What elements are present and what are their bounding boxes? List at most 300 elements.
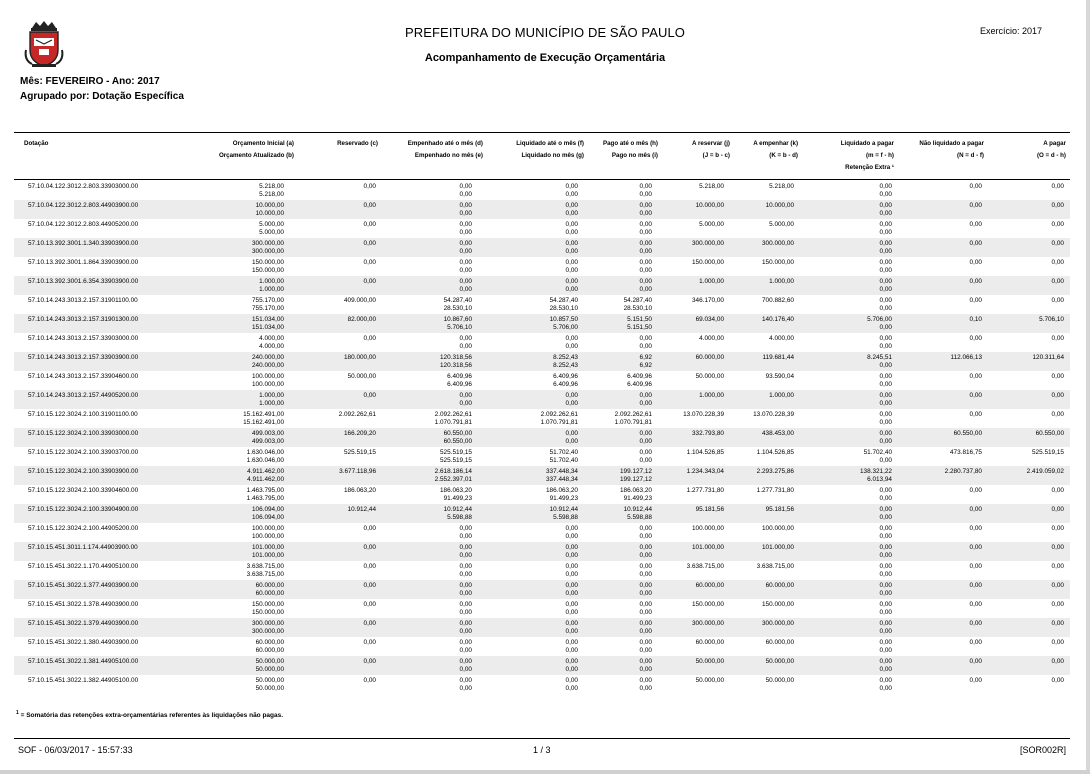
table-row bbox=[14, 257, 1070, 276]
cell-pago-line2: 199.127,12 bbox=[620, 475, 652, 483]
cell-liquidado-line2: 0,00 bbox=[565, 684, 578, 692]
table-row bbox=[14, 675, 1070, 694]
cell-liquidado-line2: 51.702,40 bbox=[549, 456, 578, 464]
cell-empenhado bbox=[460, 183, 472, 198]
cell-orcamento-line1: 15.162.491,00 bbox=[243, 411, 284, 418]
cell-empenhado-line2: 5.598,88 bbox=[447, 513, 472, 521]
cell-dotacao: 57.10.15.451.3022.1.382.44905100.00 bbox=[28, 677, 139, 684]
cell-reservado: 0,00 bbox=[363, 259, 376, 266]
cell-liquidado-a-pagar-line1: 0,00 bbox=[879, 411, 892, 418]
cell-a-empenhar: 119.681,44 bbox=[762, 354, 794, 361]
cell-liquidado-a-pagar-line2: 0,00 bbox=[879, 684, 892, 692]
cell-liquidado bbox=[566, 430, 578, 445]
cell-pago-line1: 0,00 bbox=[639, 183, 652, 190]
cell-liquidado-a-pagar-line2: 0,00 bbox=[879, 342, 892, 350]
cell-liquidado-a-pagar-line2: 6.013,94 bbox=[867, 475, 892, 483]
cell-a-reservar: 5.000,00 bbox=[699, 221, 724, 228]
cell-orcamento-line1: 151.034,00 bbox=[252, 316, 284, 323]
cell-liquidado-line2: 0,00 bbox=[565, 608, 578, 616]
cell-liquidado-a-pagar-line1: 138.321,22 bbox=[860, 468, 892, 475]
table-row bbox=[14, 314, 1070, 333]
cell-pago bbox=[640, 677, 652, 692]
cell-empenhado-line2: 525.519,15 bbox=[440, 456, 472, 464]
cell-orcamento-line2: 150.000,00 bbox=[252, 608, 284, 616]
cell-pago-line1: 0,00 bbox=[639, 677, 652, 684]
cell-orcamento bbox=[252, 297, 284, 312]
cell-reservado: 0,00 bbox=[363, 563, 376, 570]
cell-dotacao: 57.10.14.243.3013.2.157.33903900.00 bbox=[28, 354, 139, 361]
cell-pago-line1: 10.912,44 bbox=[623, 506, 652, 513]
cell-liquidado-line1: 0,00 bbox=[565, 278, 578, 285]
cell-empenhado-line2: 60.550,00 bbox=[443, 437, 472, 445]
cell-a-pagar: 0,00 bbox=[1051, 221, 1064, 228]
cell-empenhado-line2: 0,00 bbox=[459, 551, 472, 559]
cell-liquidado-a-pagar bbox=[880, 297, 892, 312]
cell-liquidado-a-pagar-line1: 8.245,51 bbox=[867, 354, 892, 361]
cell-a-pagar: 0,00 bbox=[1051, 525, 1064, 532]
cell-orcamento bbox=[256, 639, 284, 654]
cell-a-empenhar: 10.000,00 bbox=[765, 202, 794, 209]
cell-liquidado-a-pagar-line2: 0,00 bbox=[879, 589, 892, 597]
cell-pago-line2: 91.499,23 bbox=[623, 494, 652, 502]
col-pago-mes: Pago no mês (i) bbox=[611, 152, 658, 159]
cell-liquidado-a-pagar-line1: 0,00 bbox=[879, 202, 892, 209]
cell-pago-line2: 0,00 bbox=[639, 646, 652, 654]
cell-liquidado-line2: 1.070.791,81 bbox=[540, 418, 578, 426]
cell-a-empenhar: 140.176,40 bbox=[762, 316, 794, 323]
cell-liquidado-a-pagar-line2: 0,00 bbox=[879, 323, 892, 331]
cell-empenhado bbox=[460, 620, 472, 635]
cell-pago-line2: 0,00 bbox=[639, 570, 652, 578]
cell-empenhado-line1: 2.618.186,14 bbox=[434, 468, 472, 475]
cell-orcamento bbox=[252, 259, 284, 274]
cell-empenhado-line2: 0,00 bbox=[459, 228, 472, 236]
cell-orcamento-line2: 15.162.491,00 bbox=[243, 418, 284, 426]
cell-liquidado-a-pagar-line2: 0,00 bbox=[879, 513, 892, 521]
cell-reservado: 50.000,00 bbox=[347, 373, 376, 380]
cell-pago-line1: 0,00 bbox=[639, 563, 652, 570]
cell-a-pagar: 0,00 bbox=[1051, 563, 1064, 570]
cell-liquidado-line2: 0,00 bbox=[565, 589, 578, 597]
cell-liquidado-line1: 0,00 bbox=[565, 639, 578, 646]
cell-dotacao: 57.10.13.392.3001.1.864.33903900.00 bbox=[28, 259, 139, 266]
cell-pago bbox=[624, 297, 652, 312]
cell-pago-line2: 0,00 bbox=[639, 228, 652, 236]
table-row bbox=[14, 561, 1070, 580]
cell-pago bbox=[620, 468, 652, 483]
col-a-reservar: A reservar (j) bbox=[692, 140, 730, 147]
cell-liquidado-line2: 0,00 bbox=[565, 209, 578, 217]
cell-orcamento bbox=[252, 373, 284, 388]
cell-liquidado-line1: 0,00 bbox=[565, 259, 578, 266]
cell-a-empenhar: 300.000,00 bbox=[762, 240, 794, 247]
table-row bbox=[14, 276, 1070, 295]
cell-pago-line1: 2.092.262,61 bbox=[614, 411, 652, 418]
cell-nao-liquidado-a-pagar: 0,00 bbox=[969, 601, 982, 608]
cell-a-reservar: 60.000,00 bbox=[695, 639, 724, 646]
cell-liquidado bbox=[550, 506, 578, 521]
cell-dotacao: 57.10.15.122.3024.2.100.31901100.00 bbox=[28, 411, 138, 418]
cell-empenhado bbox=[460, 563, 472, 578]
cell-reservado: 0,00 bbox=[363, 392, 376, 399]
cell-reservado: 0,00 bbox=[363, 677, 376, 684]
cell-orcamento bbox=[243, 411, 284, 426]
footer-page-number: 1 / 3 bbox=[533, 745, 551, 755]
cell-a-reservar: 13.070.228,39 bbox=[683, 411, 724, 418]
cell-a-empenhar: 93.590,04 bbox=[765, 373, 794, 380]
cell-pago bbox=[620, 487, 652, 502]
cell-empenhado-line1: 10.867,60 bbox=[443, 316, 472, 323]
cell-a-empenhar: 150.000,00 bbox=[762, 601, 794, 608]
cell-reservado: 0,00 bbox=[363, 639, 376, 646]
cell-pago bbox=[640, 525, 652, 540]
cell-orcamento-line1: 101.000,00 bbox=[252, 544, 284, 551]
cell-orcamento-line2: 1.000,00 bbox=[259, 285, 284, 293]
cell-orcamento-line1: 1.000,00 bbox=[259, 278, 284, 285]
cell-pago-line2: 0,00 bbox=[639, 285, 652, 293]
cell-empenhado-line2: 0,00 bbox=[459, 646, 472, 654]
cell-orcamento-line2: 60.000,00 bbox=[255, 589, 284, 597]
cell-pago-line1: 6.409,96 bbox=[627, 373, 652, 380]
col-reservado: Reservado (c) bbox=[337, 140, 378, 147]
cell-a-reservar: 60.000,00 bbox=[695, 354, 724, 361]
cell-dotacao: 57.10.15.122.3024.2.100.33903700.00 bbox=[28, 449, 139, 456]
cell-pago bbox=[615, 411, 652, 426]
cell-liquidado-line1: 0,00 bbox=[565, 392, 578, 399]
cell-empenhado-line2: 0,00 bbox=[459, 342, 472, 350]
cell-liquidado bbox=[566, 525, 578, 540]
cell-liquidado bbox=[566, 582, 578, 597]
cell-empenhado-line2: 0,00 bbox=[459, 285, 472, 293]
col-a-reservar-formula: (J = b - c) bbox=[702, 152, 730, 159]
cell-liquidado-a-pagar-line1: 0,00 bbox=[879, 278, 892, 285]
table-row bbox=[14, 466, 1070, 485]
cell-liquidado-a-pagar bbox=[880, 544, 892, 559]
cell-pago-line2: 0,00 bbox=[639, 247, 652, 255]
cell-orcamento bbox=[247, 449, 284, 464]
cell-pago-line1: 6,92 bbox=[639, 354, 652, 361]
cell-empenhado bbox=[460, 221, 472, 236]
cell-a-reservar: 60.000,00 bbox=[695, 582, 724, 589]
cell-a-pagar: 0,00 bbox=[1051, 582, 1064, 589]
cell-pago bbox=[627, 316, 652, 331]
cell-liquidado-a-pagar-line2: 0,00 bbox=[879, 361, 892, 369]
cell-a-reservar: 50.000,00 bbox=[695, 658, 724, 665]
cell-orcamento-line2: 4.000,00 bbox=[259, 342, 284, 350]
table-row bbox=[14, 618, 1070, 637]
cell-liquidado-line2: 0,00 bbox=[565, 646, 578, 654]
cell-pago-line1: 199.127,12 bbox=[620, 468, 652, 475]
cell-a-empenhar: 300.000,00 bbox=[762, 620, 794, 627]
cell-liquidado-a-pagar-line1: 0,00 bbox=[879, 639, 892, 646]
cell-a-reservar: 50.000,00 bbox=[695, 373, 724, 380]
cell-liquidado bbox=[566, 183, 578, 198]
cell-orcamento-line1: 150.000,00 bbox=[252, 259, 284, 266]
cell-liquidado-a-pagar-line1: 0,00 bbox=[879, 183, 892, 190]
cell-pago-line2: 0,00 bbox=[639, 209, 652, 217]
cell-liquidado-line2: 0,00 bbox=[565, 665, 578, 673]
cell-orcamento-line1: 50.000,00 bbox=[255, 658, 284, 665]
cell-liquidado-a-pagar bbox=[880, 677, 892, 692]
cell-a-empenhar: 2.293.275,86 bbox=[756, 468, 794, 475]
cell-empenhado-line1: 0,00 bbox=[459, 658, 472, 665]
cell-orcamento-line1: 150.000,00 bbox=[252, 601, 284, 608]
cell-orcamento bbox=[259, 392, 284, 407]
cell-pago bbox=[627, 373, 652, 388]
cell-liquidado-a-pagar-line1: 0,00 bbox=[879, 335, 892, 342]
cell-empenhado bbox=[460, 240, 472, 255]
footer-report-code: [SOR002R] bbox=[1019, 745, 1066, 755]
cell-liquidado-a-pagar bbox=[880, 221, 892, 236]
cell-empenhado-line1: 0,00 bbox=[459, 221, 472, 228]
cell-pago-line2: 5.598,88 bbox=[627, 513, 652, 521]
cell-liquidado-a-pagar-line1: 0,00 bbox=[879, 658, 892, 665]
cell-empenhado-line1: 0,00 bbox=[459, 278, 472, 285]
cell-pago-line2: 0,00 bbox=[639, 190, 652, 198]
cell-liquidado-a-pagar-line1: 0,00 bbox=[879, 392, 892, 399]
cell-orcamento-line2: 50.000,00 bbox=[255, 684, 284, 692]
cell-empenhado-line2: 0,00 bbox=[459, 266, 472, 274]
cell-reservado: 0,00 bbox=[363, 582, 376, 589]
cell-orcamento-line2: 240.000,00 bbox=[252, 361, 284, 369]
grouping-label: Agrupado por: Dotação Específica bbox=[20, 91, 184, 102]
cell-nao-liquidado-a-pagar: 0,00 bbox=[969, 297, 982, 304]
cell-empenhado bbox=[460, 335, 472, 350]
cell-a-pagar: 0,00 bbox=[1051, 259, 1064, 266]
cell-liquidado-line1: 2.092.262,61 bbox=[540, 411, 578, 418]
table-row bbox=[14, 485, 1070, 504]
table-header-rule bbox=[14, 179, 1070, 180]
cell-orcamento bbox=[247, 487, 284, 502]
cell-liquidado bbox=[550, 449, 578, 464]
cell-liquidado-line1: 54.287,40 bbox=[549, 297, 578, 304]
cell-liquidado-a-pagar bbox=[880, 639, 892, 654]
cell-empenhado bbox=[440, 487, 472, 502]
cell-empenhado-line2: 0,00 bbox=[459, 190, 472, 198]
cell-dotacao: 57.10.15.451.3022.1.379.44903900.00 bbox=[28, 620, 139, 627]
cell-liquidado-a-pagar-line2: 0,00 bbox=[879, 380, 892, 388]
cell-reservado: 525.519,15 bbox=[344, 449, 376, 456]
cell-empenhado-line1: 2.092.262,61 bbox=[434, 411, 472, 418]
cell-pago-line1: 0,00 bbox=[639, 449, 652, 456]
cell-liquidado-a-pagar-line1: 0,00 bbox=[879, 544, 892, 551]
cell-empenhado bbox=[460, 278, 472, 293]
cell-liquidado-line2: 5.598,88 bbox=[553, 513, 578, 521]
cell-pago bbox=[640, 430, 652, 445]
cell-liquidado-line2: 28.530,10 bbox=[549, 304, 578, 312]
cell-orcamento-line2: 3.638.715,00 bbox=[246, 570, 284, 578]
cell-empenhado bbox=[440, 449, 472, 464]
cell-a-reservar: 95.181,56 bbox=[695, 506, 724, 513]
cell-liquidado-a-pagar-line2: 0,00 bbox=[879, 456, 892, 464]
cell-nao-liquidado-a-pagar: 0,00 bbox=[969, 582, 982, 589]
cell-a-pagar: 0,00 bbox=[1051, 620, 1064, 627]
cell-liquidado bbox=[566, 658, 578, 673]
cell-pago-line2: 0,00 bbox=[639, 342, 652, 350]
cell-empenhado bbox=[447, 373, 472, 388]
table-row bbox=[14, 200, 1070, 219]
cell-pago-line2: 0,00 bbox=[639, 532, 652, 540]
cell-pago-line1: 0,00 bbox=[639, 278, 652, 285]
cell-liquidado-a-pagar-line2: 0,00 bbox=[879, 418, 892, 426]
col-orcamento-inicial: Orçamento Inicial (a) bbox=[232, 140, 294, 147]
cell-reservado: 0,00 bbox=[363, 221, 376, 228]
cell-pago-line1: 5.151,50 bbox=[627, 316, 652, 323]
cell-liquidado-line2: 0,00 bbox=[565, 532, 578, 540]
cell-dotacao: 57.10.15.451.3022.1.381.44905100.00 bbox=[28, 658, 139, 665]
cell-empenhado bbox=[444, 430, 472, 445]
cell-a-reservar: 1.277.731,80 bbox=[686, 487, 724, 494]
cell-a-empenhar: 101.000,00 bbox=[762, 544, 794, 551]
cell-nao-liquidado-a-pagar: 0,00 bbox=[969, 525, 982, 532]
cell-orcamento-line2: 300.000,00 bbox=[252, 247, 284, 255]
cell-liquidado-a-pagar bbox=[880, 563, 892, 578]
cell-nao-liquidado-a-pagar: 0,00 bbox=[969, 639, 982, 646]
cell-reservado: 0,00 bbox=[363, 335, 376, 342]
cell-liquidado-a-pagar-line1: 0,00 bbox=[879, 259, 892, 266]
cell-pago-line1: 0,00 bbox=[639, 639, 652, 646]
cell-liquidado-a-pagar-line2: 0,00 bbox=[879, 570, 892, 578]
cell-pago-line2: 0,00 bbox=[639, 665, 652, 673]
cell-liquidado bbox=[566, 620, 578, 635]
cell-orcamento-line2: 300.000,00 bbox=[252, 627, 284, 635]
cell-liquidado-line1: 0,00 bbox=[565, 544, 578, 551]
table-row bbox=[14, 637, 1070, 656]
cell-liquidado bbox=[566, 601, 578, 616]
cell-pago-line2: 6,92 bbox=[639, 361, 652, 369]
cell-reservado: 0,00 bbox=[363, 278, 376, 285]
cell-liquidado-a-pagar-line2: 0,00 bbox=[879, 437, 892, 445]
cell-empenhado-line1: 0,00 bbox=[459, 601, 472, 608]
cell-liquidado-a-pagar-line2: 0,00 bbox=[879, 247, 892, 255]
cell-orcamento-line1: 1.630.046,00 bbox=[246, 449, 284, 456]
footnote bbox=[16, 710, 283, 719]
cell-pago bbox=[640, 392, 652, 407]
cell-liquidado-a-pagar bbox=[880, 335, 892, 350]
cell-a-empenhar: 60.000,00 bbox=[765, 582, 794, 589]
cell-a-reservar: 150.000,00 bbox=[692, 601, 724, 608]
cell-a-empenhar: 13.070.228,39 bbox=[753, 411, 794, 418]
cell-orcamento-line2: 1.463.795,00 bbox=[246, 494, 284, 502]
table-row bbox=[14, 181, 1070, 200]
cell-a-pagar: 0,00 bbox=[1051, 202, 1064, 209]
cell-reservado: 0,00 bbox=[363, 658, 376, 665]
cell-liquidado-a-pagar-line2: 0,00 bbox=[879, 190, 892, 198]
cell-liquidado bbox=[541, 411, 578, 426]
cell-liquidado-line2: 0,00 bbox=[565, 551, 578, 559]
cell-pago-line2: 0,00 bbox=[639, 266, 652, 274]
cell-a-pagar: 2.419.059,02 bbox=[1026, 468, 1064, 475]
cell-orcamento bbox=[247, 563, 284, 578]
cell-a-empenhar: 5.218,00 bbox=[769, 183, 794, 190]
cell-liquidado-a-pagar-line1: 0,00 bbox=[879, 601, 892, 608]
cell-a-empenhar: 50.000,00 bbox=[765, 677, 794, 684]
cell-a-empenhar: 1.000,00 bbox=[769, 392, 794, 399]
cell-liquidado bbox=[546, 487, 578, 502]
cell-a-pagar: 0,00 bbox=[1051, 639, 1064, 646]
cell-orcamento bbox=[252, 240, 284, 255]
cell-orcamento-line2: 100.000,00 bbox=[252, 380, 284, 388]
cell-liquidado-a-pagar-line1: 0,00 bbox=[879, 221, 892, 228]
cell-empenhado bbox=[440, 354, 472, 369]
cell-a-pagar: 0,00 bbox=[1051, 392, 1064, 399]
cell-liquidado-a-pagar bbox=[880, 373, 892, 388]
cell-liquidado-line1: 0,00 bbox=[565, 582, 578, 589]
cell-nao-liquidado-a-pagar: 0,00 bbox=[969, 221, 982, 228]
cell-liquidado-line2: 6.409,96 bbox=[553, 380, 578, 388]
cell-orcamento bbox=[247, 468, 284, 483]
cell-reservado: 10.912,44 bbox=[347, 506, 376, 513]
cell-liquidado-line2: 0,00 bbox=[565, 627, 578, 635]
cell-a-empenhar: 1.277.731,80 bbox=[756, 487, 794, 494]
cell-liquidado-line1: 0,00 bbox=[565, 430, 578, 437]
col-liquidado-ate: Liquidado até o mês (f) bbox=[516, 140, 584, 147]
cell-a-empenhar: 438.453,00 bbox=[762, 430, 794, 437]
cell-empenhado bbox=[460, 525, 472, 540]
cell-orcamento-line1: 3.638.715,00 bbox=[246, 563, 284, 570]
cell-a-empenhar: 4.000,00 bbox=[769, 335, 794, 342]
cell-empenhado-line2: 5.706,10 bbox=[447, 323, 472, 331]
cell-empenhado-line2: 6.409,96 bbox=[447, 380, 472, 388]
table-row bbox=[14, 371, 1070, 390]
cell-orcamento-line2: 1.000,00 bbox=[259, 399, 284, 407]
cell-reservado: 0,00 bbox=[363, 525, 376, 532]
cell-liquidado-line1: 51.702,40 bbox=[549, 449, 578, 456]
cell-orcamento bbox=[252, 506, 284, 521]
cell-liquidado-line1: 8.252,43 bbox=[553, 354, 578, 361]
cell-pago-line2: 0,00 bbox=[639, 456, 652, 464]
cell-empenhado-line1: 0,00 bbox=[459, 259, 472, 266]
cell-reservado: 180.000,00 bbox=[344, 354, 376, 361]
col-empenhado-ate: Empenhado até o mês (d) bbox=[407, 140, 483, 147]
cell-empenhado-line1: 0,00 bbox=[459, 240, 472, 247]
cell-liquidado-a-pagar bbox=[880, 658, 892, 673]
cell-liquidado-a-pagar-line1: 0,00 bbox=[879, 563, 892, 570]
cell-liquidado-line1: 10.912,44 bbox=[549, 506, 578, 513]
cell-liquidado-line1: 0,00 bbox=[565, 677, 578, 684]
cell-empenhado-line2: 91.499,23 bbox=[443, 494, 472, 502]
cell-a-reservar: 1.000,00 bbox=[699, 278, 724, 285]
cell-orcamento bbox=[252, 316, 284, 331]
cell-liquidado-a-pagar-line2: 0,00 bbox=[879, 399, 892, 407]
cell-orcamento-line1: 1.463.795,00 bbox=[246, 487, 284, 494]
cell-empenhado-line1: 186.063,20 bbox=[440, 487, 472, 494]
cell-nao-liquidado-a-pagar: 2.280.737,80 bbox=[944, 468, 982, 475]
cell-empenhado-line2: 28.530,10 bbox=[443, 304, 472, 312]
cell-liquidado bbox=[550, 316, 578, 331]
cell-liquidado-line2: 0,00 bbox=[565, 266, 578, 274]
cell-pago bbox=[624, 506, 652, 521]
cell-pago bbox=[640, 354, 652, 369]
cell-dotacao: 57.10.15.451.3022.1.170.44905100.00 bbox=[28, 563, 139, 570]
cell-reservado: 0,00 bbox=[363, 601, 376, 608]
col-orcamento-atualizado: Orçamento Atualizado (b) bbox=[218, 152, 294, 159]
cell-liquidado-a-pagar-line2: 0,00 bbox=[879, 304, 892, 312]
cell-reservado: 3.677.118,96 bbox=[339, 468, 376, 475]
cell-liquidado-line1: 0,00 bbox=[565, 183, 578, 190]
cell-nao-liquidado-a-pagar: 0,00 bbox=[969, 620, 982, 627]
cell-pago-line2: 6.409,96 bbox=[627, 380, 652, 388]
cell-liquidado-a-pagar-line1: 0,00 bbox=[879, 525, 892, 532]
cell-liquidado-a-pagar-line1: 0,00 bbox=[879, 240, 892, 247]
col-pago-ate: Pago até o mês (h) bbox=[602, 140, 658, 147]
cell-orcamento-line1: 4.000,00 bbox=[259, 335, 284, 342]
table-row bbox=[14, 295, 1070, 314]
col-a-pagar-formula: (O = d - h) bbox=[1036, 152, 1066, 159]
cell-a-reservar: 3.638.715,00 bbox=[686, 563, 724, 570]
cell-dotacao: 57.10.04.122.3012.2.803.44905200.00 bbox=[28, 221, 139, 228]
cell-a-empenhar: 95.181,56 bbox=[765, 506, 794, 513]
